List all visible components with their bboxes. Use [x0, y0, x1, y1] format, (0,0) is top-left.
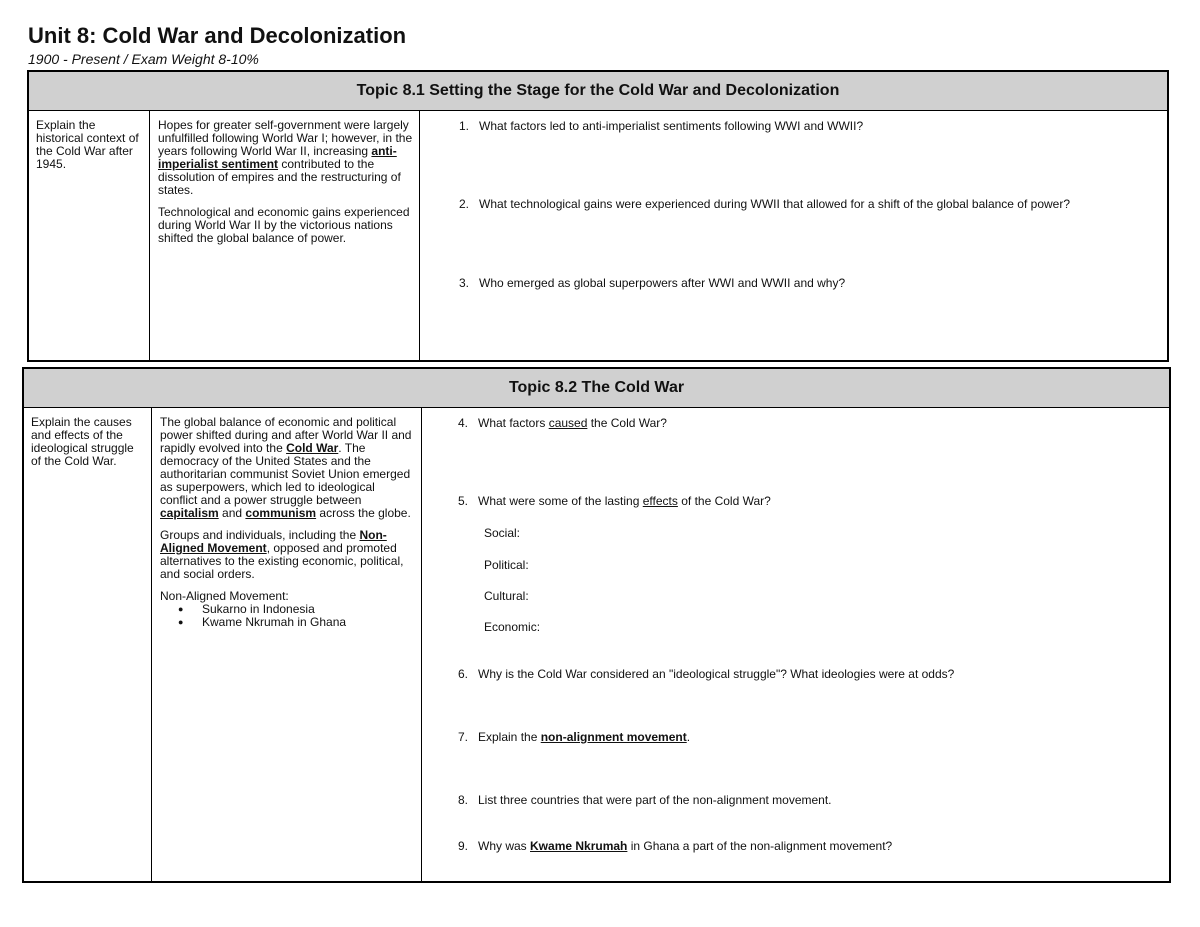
- content-text: The global balance of economic and political power shifted during and after World War II and rapidly evolved into the: [160, 415, 412, 455]
- question-number: 1.: [458, 119, 469, 133]
- question-7: [440, 730, 690, 744]
- effect-social: Social:: [484, 526, 521, 540]
- content-text: across the globe.: [316, 506, 411, 520]
- keyword-cold-war: Cold War: [286, 441, 339, 455]
- page-title: Unit 8: Cold War and Decolonization: [28, 23, 407, 48]
- content-text: Hopes for greater self-government were largely unfulfilled following World War I; however, in the years following World War II, increasing: [158, 118, 413, 158]
- question-6: [440, 667, 954, 681]
- content-text: Groups and individuals, including the: [160, 528, 360, 542]
- question-number: 2.: [458, 197, 469, 211]
- keyword-non-aligned-movement: Non-Aligned Movement: [160, 528, 387, 555]
- topic-8-2-table: [22, 367, 1171, 883]
- question-number: 5.: [457, 494, 468, 508]
- question-text: Explain the: [478, 730, 541, 744]
- keyword-non-alignment-movement: non-alignment movement: [540, 730, 687, 744]
- question-number: 8.: [457, 793, 468, 807]
- question-text: What factors: [478, 416, 549, 430]
- question-text: List three countries that were part of the non-alignment movement.: [478, 793, 832, 807]
- content-text: , opposed and promoted alternatives to the existing economic, political, and social orders.: [160, 541, 404, 581]
- list-item: ● Kwame Nkrumah in Ghana: [160, 616, 415, 629]
- content-text: and: [218, 506, 246, 520]
- question-text: the Cold War?: [587, 416, 667, 430]
- question-3: [441, 276, 845, 290]
- question-text: in Ghana a part of the non-alignment movement?: [627, 839, 893, 853]
- keyword-capitalism: capitalism: [160, 506, 219, 520]
- page-subtitle: 1900 - Present / Exam Weight 8-10%: [28, 51, 259, 67]
- content-paragraph: [160, 416, 415, 520]
- question-2: [441, 197, 1070, 211]
- question-number: 4.: [457, 416, 468, 430]
- topic-8-1-content: [150, 111, 420, 360]
- objective-text: Explain the causes and effects of the ideological struggle of the Cold War.: [31, 415, 134, 468]
- question-keyword: effects: [642, 494, 678, 508]
- question-text: Why was: [478, 839, 531, 853]
- bullet-list: [160, 603, 415, 629]
- objective-text: Explain the historical context of the Cold War after 1945.: [36, 118, 139, 171]
- content-paragraph: Technological and economic gains experienced during World War II by the victorious nations shifted the global balance of power.: [158, 205, 410, 245]
- content-text: . The democracy of the United States and the authoritarian communist Soviet Union emerged as superpowers, which led to ideological conflict and a power struggle between: [160, 441, 411, 507]
- question-8: [440, 793, 832, 807]
- list-item: ● Sukarno in Indonesia: [160, 603, 415, 616]
- question-number: 3.: [458, 276, 469, 290]
- topic-8-2-header: Topic 8.2 The Cold War: [24, 369, 1169, 408]
- question-number: 7.: [457, 730, 468, 744]
- topic-8-1-table: [27, 70, 1169, 362]
- question-number: 6.: [457, 667, 468, 681]
- question-text: of the Cold War?: [677, 494, 771, 508]
- topic-8-1-header: Topic 8.1 Setting the Stage for the Cold War and Decolonization: [29, 72, 1167, 111]
- question-9: [440, 839, 892, 853]
- question-text: Who emerged as global superpowers after WWI and WWII and why?: [479, 276, 846, 290]
- effect-economic: Economic:: [484, 620, 541, 634]
- content-paragraph: [160, 529, 415, 581]
- content-text: contributed to the dissolution of empires and the restructuring of states.: [158, 157, 401, 197]
- keyword-communism: communism: [245, 506, 317, 520]
- effect-cultural: Cultural:: [484, 589, 529, 603]
- content-paragraph: [158, 119, 413, 197]
- question-text: .: [686, 730, 691, 744]
- question-text: Why is the Cold War considered an "ideological struggle"? What ideologies were at odds?: [478, 667, 955, 681]
- content-paragraph: Non-Aligned Movement:: [160, 589, 289, 603]
- question-5: [440, 494, 771, 508]
- topic-8-2-objective: [24, 408, 152, 881]
- topic-8-2-content: [152, 408, 422, 881]
- question-text: What technological gains were experienced during WWII that allowed for a shift of the global balance of power?: [479, 197, 1070, 211]
- keyword-kwame-nkrumah: Kwame Nkrumah: [530, 839, 628, 853]
- topic-8-1-objective: [29, 111, 150, 360]
- question-4: [440, 416, 667, 430]
- question-number: 9.: [457, 839, 468, 853]
- keyword-anti-imperialist-sentiment: anti-imperialist sentiment: [158, 144, 397, 171]
- effect-political: Political:: [484, 558, 529, 572]
- question-text: What factors led to anti-imperialist sentiments following WWI and WWII?: [479, 119, 864, 133]
- question-keyword: caused: [548, 416, 588, 430]
- question-1: [441, 119, 863, 133]
- question-text: What were some of the lasting: [478, 494, 643, 508]
